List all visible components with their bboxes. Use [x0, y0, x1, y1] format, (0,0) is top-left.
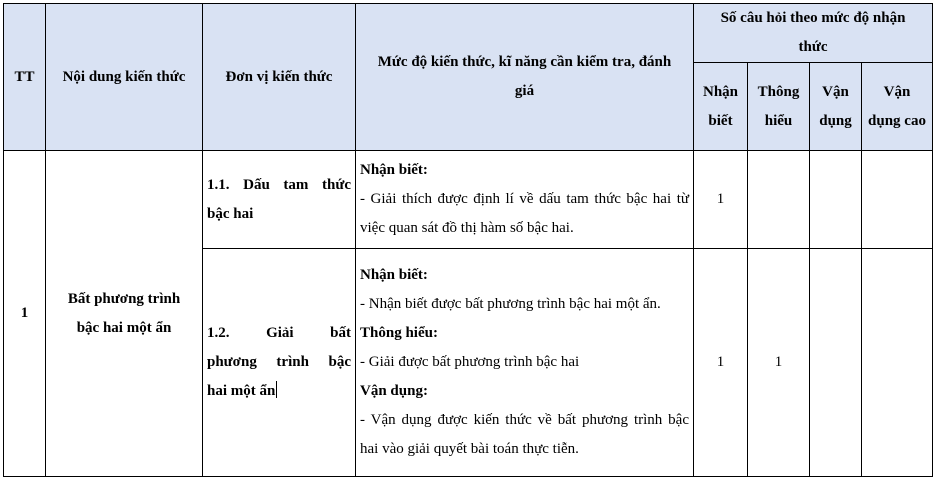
unit-1-levels [356, 151, 694, 249]
text-cursor [276, 381, 277, 398]
unit-1-count-van-dung-cao [862, 151, 933, 249]
unit-2-title-line: 1.2. Giải bất [207, 325, 351, 341]
level-head: Nhận biết: [360, 162, 428, 178]
unit-2-count-van-dung-cao [862, 249, 933, 477]
unit-1-title [203, 151, 356, 249]
level-item: - Giải được bất phương trình bậc hai [360, 354, 580, 370]
unit-1-title-line: bậc hai [207, 205, 254, 222]
unit-2-title-line: hai một ẩn [207, 383, 276, 399]
header-col-van-dung: Vận dụng [810, 63, 862, 151]
row-content: Bất phương trình bậc hai một ẩn [46, 151, 203, 477]
level-head: Thông hiểu: [360, 325, 438, 341]
unit-2-title [203, 249, 356, 477]
level-head: Vận dụng: [360, 383, 428, 399]
unit-2-count-van-dung [810, 249, 862, 477]
header-col-van-dung-cao: Vận dụng cao [862, 63, 933, 151]
header-content: Nội dung kiến thức [46, 4, 203, 151]
header-tt: TT [4, 4, 46, 151]
header-level-desc: Mức độ kiến thức, kĩ năng cần kiểm tra, đánh giá [356, 4, 694, 151]
unit-1-count-thong-hieu [748, 151, 810, 249]
unit-1-count-van-dung [810, 151, 862, 249]
header-question-count-group: Số câu hỏi theo mức độ nhận thức [694, 4, 933, 63]
level-head: Nhận biết: [360, 267, 428, 283]
level-item: - Nhận biết được bất phương trình bậc hai một ẩn. [360, 296, 661, 312]
header-col-nhan-biet: Nhận biết [694, 63, 748, 151]
level-item: - Giải thích được định lí về dấu tam thức bậc hai từ việc quan sát đồ thị hàm số bậc hai. [360, 191, 689, 236]
unit-2-title-line: phương trình bậc [207, 354, 351, 370]
unit-2-count-thong-hieu: 1 [748, 249, 810, 477]
row-tt: 1 [4, 151, 46, 477]
knowledge-matrix-table [3, 3, 933, 477]
level-item: - Vận dụng được kiến thức về bất phương trình bậc hai vào giải quyết bài toán thực tiễn. [360, 412, 689, 457]
unit-2-count-nhan-biet: 1 [694, 249, 748, 477]
unit-2-levels [356, 249, 694, 477]
header-col-thong-hieu: Thông hiểu [748, 63, 810, 151]
header-unit: Đơn vị kiến thức [203, 4, 356, 151]
unit-1-title-line: 1.1. Dấu tam thức [207, 176, 351, 193]
unit-1-count-nhan-biet: 1 [694, 151, 748, 249]
